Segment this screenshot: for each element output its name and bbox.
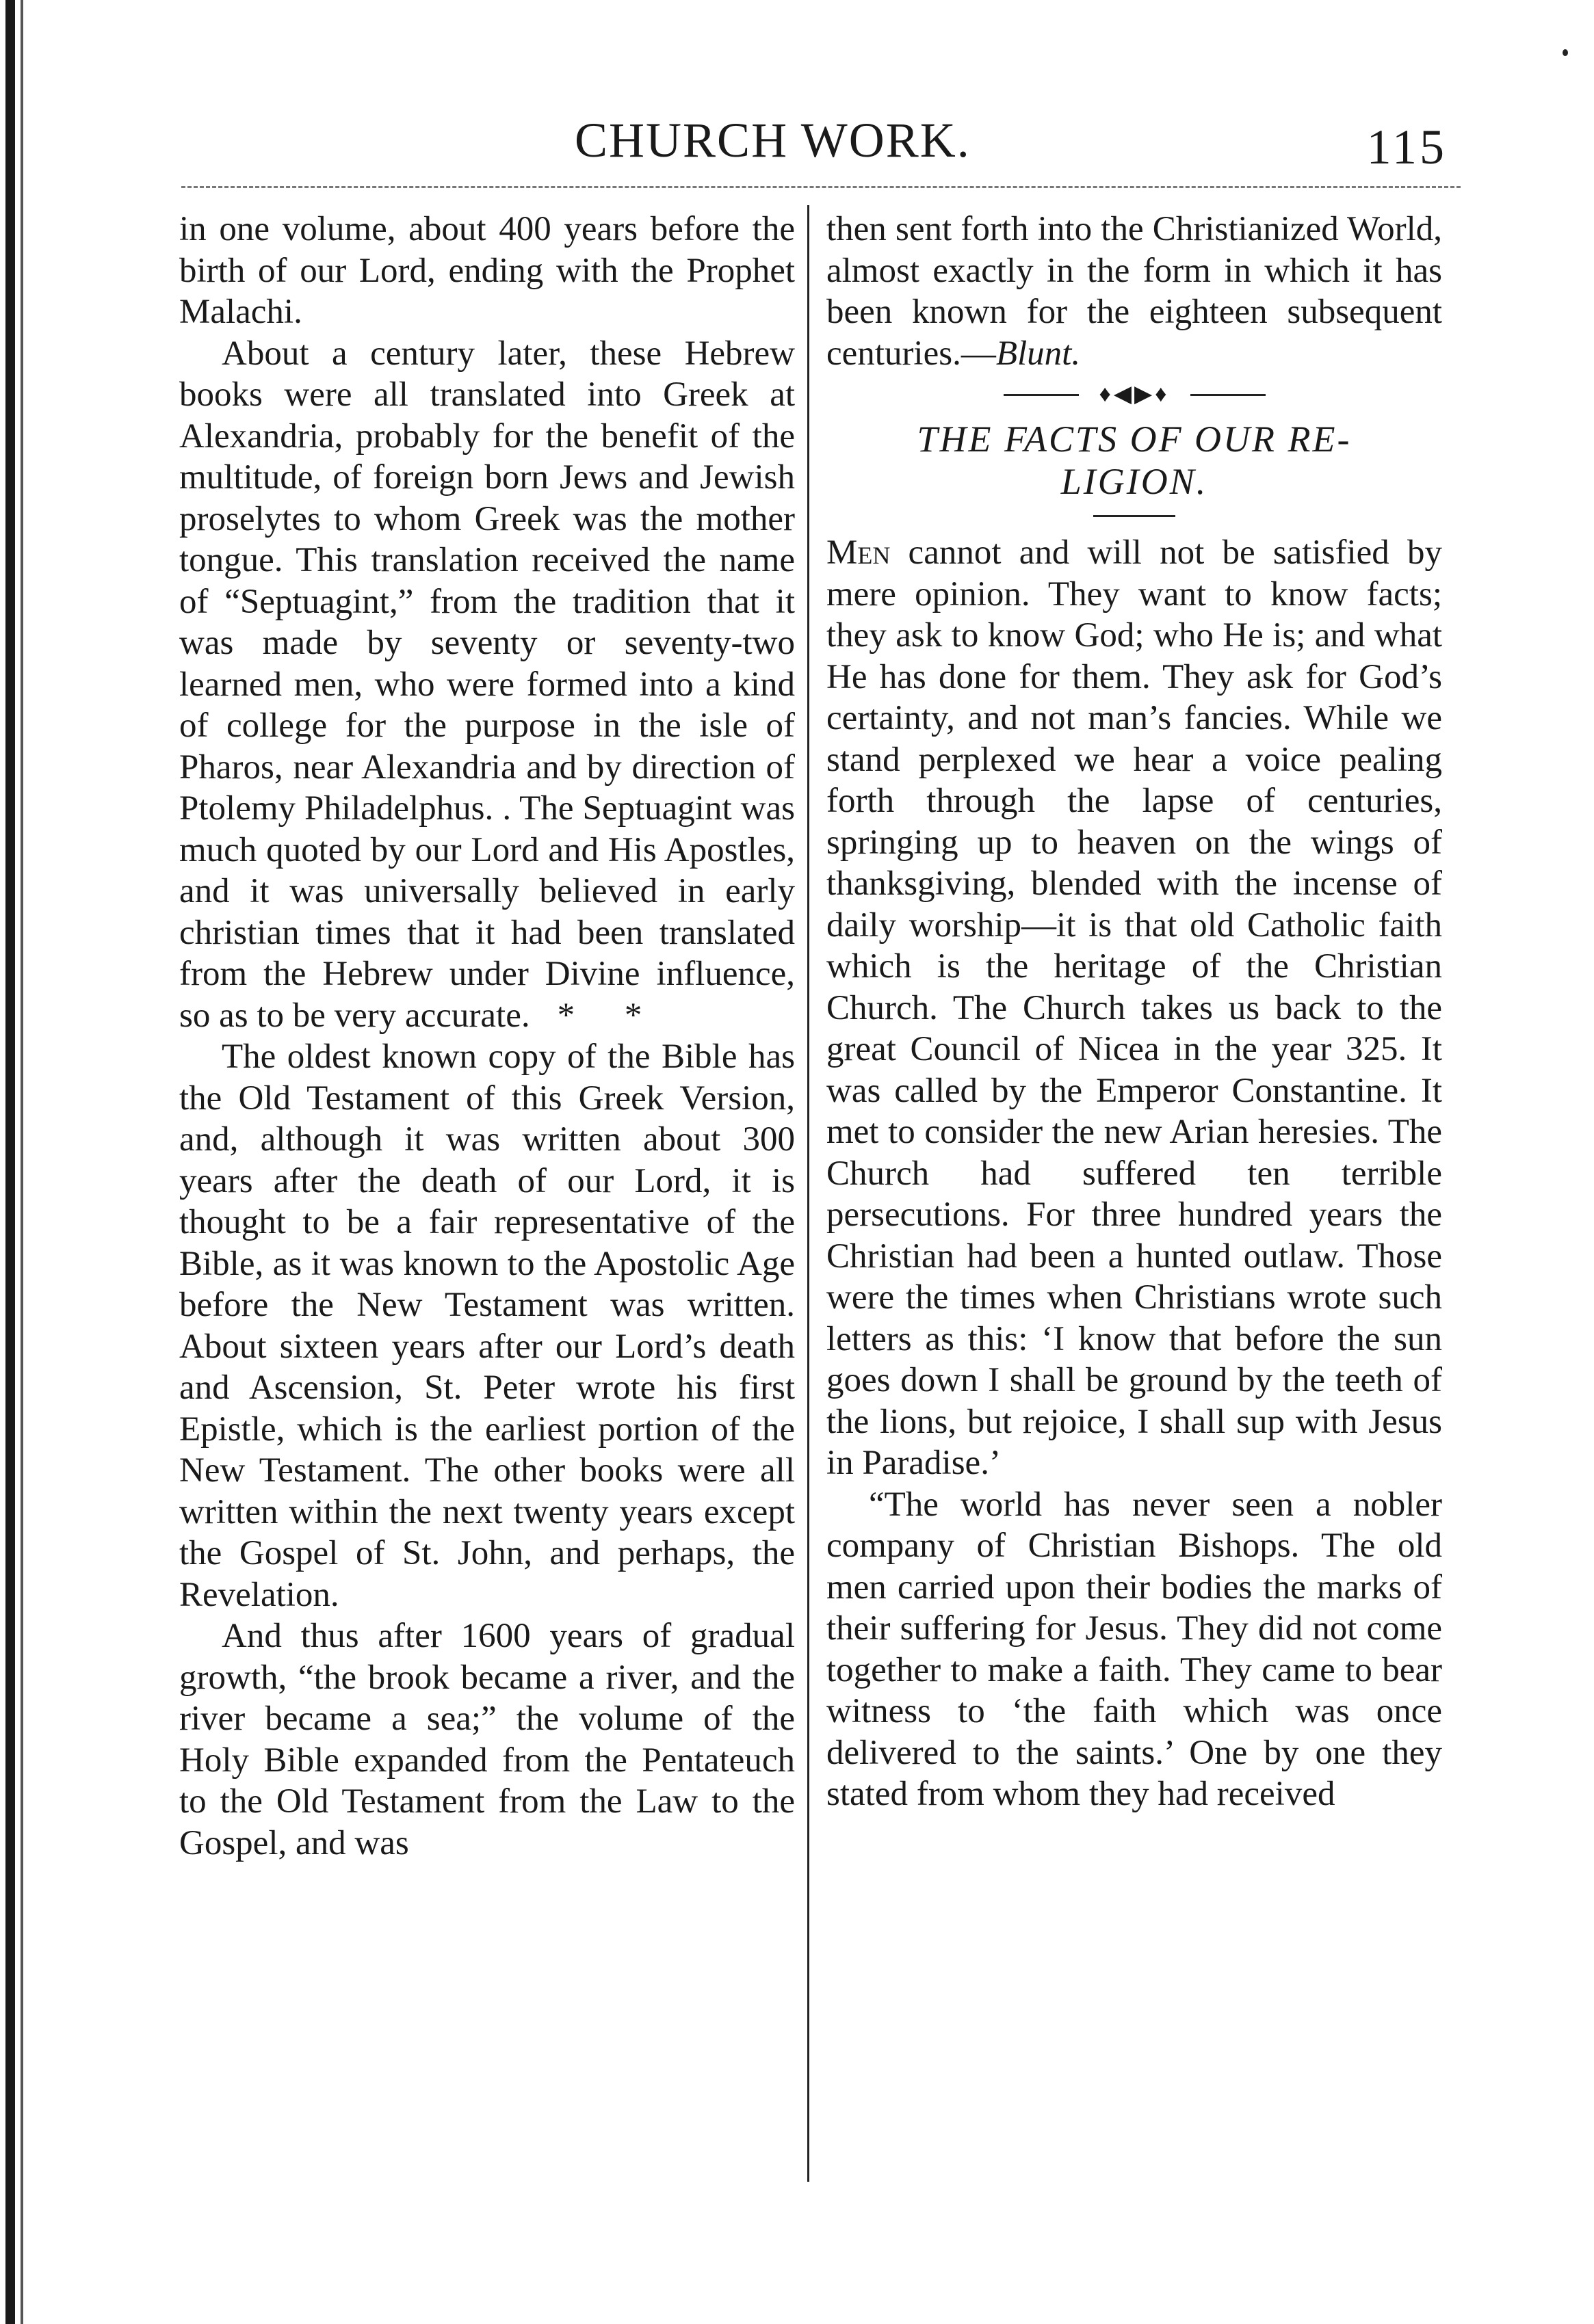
right-paragraph-1 bbox=[826, 209, 1442, 374]
drop-word: Men bbox=[826, 533, 891, 572]
ornament-dash-right bbox=[1190, 394, 1266, 396]
section-ornament bbox=[826, 374, 1442, 415]
title-rule bbox=[1093, 515, 1175, 517]
author-signature: Blunt. bbox=[995, 334, 1081, 373]
page-header bbox=[0, 103, 1594, 178]
left-paragraph-2-text: About a century later, these Hebrew books were all translated into Greek at Alexandria, probably for the benefit of the multitude, of foreign born Jews and Jewish proselytes to whom Greek was the mother tongue. This translation received the name of “Septuagint,” from the tradition that it was made by seventy or seventy-two learned men, who were formed into a kind of college for the purpose in the isle of Pharos, near Alexandria and by direction of Ptolemy Philadelphus. . The Septuagint was much quoted by our Lord and His Apostles, and it was universally believed in early christian times that it had been translated from the Hebrew under Divine influence, so as to be very accurate. bbox=[179, 334, 795, 1035]
running-head: CHURCH WORK. bbox=[575, 113, 971, 168]
page-binding-shadow bbox=[21, 0, 23, 2324]
page-binding-edge bbox=[5, 0, 15, 2324]
section-title bbox=[826, 418, 1442, 503]
left-paragraph-4: And thus after 1600 years of gradual growth, “the brook became a river, and the river became a sea;” the volume of the Holy Bible expanded from the Pentateuch to the Old Testament from the Law to the Gospel, and was bbox=[179, 1617, 795, 1862]
left-paragraph-3: The oldest known copy of the Bible has the Old Testament of this Greek Version, and, although it was written about 300 years after the death of our Lord, it is thought to be a fair representative of the Bible, as it was known to the Apostolic Age before the New Testament was written. About sixteen years after our Lord’s death and Ascension, St. Peter wrote his first Epistle, which is the earliest portion of the New Testament. The other books were all written within the next twenty years except the Gospel of St. John, and perhaps, the Revelation. bbox=[179, 1038, 795, 1614]
right-paragraph-2 bbox=[826, 532, 1442, 1484]
right-paragraph-2-text: cannot and will not be satisfied by mere opinion. They want to know facts; they ask to know God; who He is; and what He has done for them. They ask for God’s certainty, and not man’s fancies. While we stand perplexed we hear a voice pealing forth through the lapse of centuries, springing up to heaven on the wings of thanksgiving, blended with the incense of daily worship—it is that old Catholic faith which is the heritage of the Christian Church. The Church takes us back to the great Council of Nicea in the year 325. It was called by the Emperor Constantine. It met to consider the new Arian heresies. The Church had suffered ten terrible persecutions. For three hundred years the Christian had been a hunted outlaw. Those were the times when Christians wrote such letters as this: ‘I know that before the sun goes down I shall be ground by the teeth of the lions, but rejoice, I shall sup with Jesus in Paradise.’ bbox=[826, 533, 1442, 1482]
column-divider bbox=[807, 205, 809, 2182]
ornament-dash-left bbox=[1004, 394, 1079, 396]
left-paragraph-1: in one volume, about 400 years before the birth of our Lord, ending with the Prophet Malachi. bbox=[179, 210, 795, 331]
left-paragraph-2 bbox=[179, 333, 795, 1037]
page-number: 115 bbox=[1366, 120, 1447, 174]
right-paragraph-3: “The world has never seen a nobler company of Christian Bishops. The old men carried upon their bodies the marks of their suffering for Jesus. They did not come together to make a faith. They came to bear witness to ‘the faith which was once delivered to the saints.’ One by one they stated from whom they had received bbox=[826, 1485, 1442, 1813]
ornament-glyph: ♦◀▶♦ bbox=[1099, 381, 1170, 407]
section-title-line-1: THE FACTS OF OUR RE- bbox=[917, 419, 1352, 460]
header-rule bbox=[181, 186, 1461, 188]
right-paragraph-1-text: then sent forth into the Christianized World, almost exactly in the form in which it has been known for the eighteen subsequent centuries.— bbox=[826, 210, 1442, 373]
ink-speck bbox=[1563, 49, 1568, 56]
right-column bbox=[826, 209, 1442, 1815]
asterisms: * * bbox=[557, 996, 663, 1035]
section-title-line-2: LIGION. bbox=[1060, 461, 1208, 502]
left-column bbox=[179, 209, 795, 1864]
